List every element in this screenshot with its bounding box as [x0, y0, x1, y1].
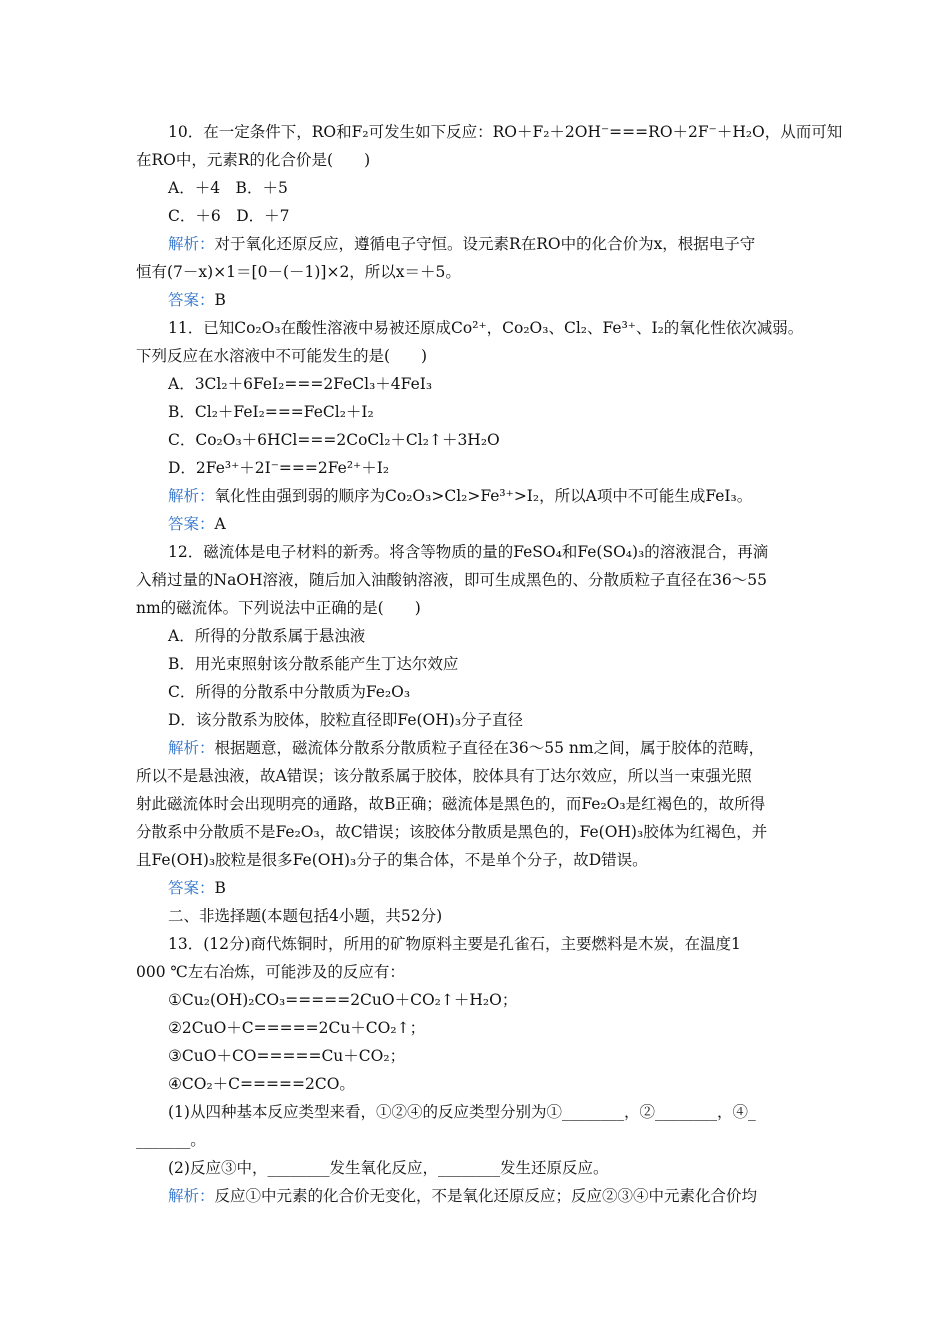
q11-analysis-text: 氧化性由强到弱的顺序为Co₂O₃>Cl₂>Fe³⁺>I₂，所以A项中不可能生成FeI₃。: [214, 487, 753, 505]
q12-analysis-text: 根据题意，磁流体分散系分散质粒子直径在36～55 nm之间，属于胶体的范畴，: [214, 739, 765, 757]
q13-reaction-4: ④CO₂＋C=====2CO。: [168, 1075, 355, 1093]
q12-stem-line3: nm的磁流体。下列说法中正确的是( ): [136, 599, 421, 617]
q11-analysis: [168, 485, 752, 507]
q13-part1-line1: (1)从四种基本反应类型来看，①②④的反应类型分别为①________，②________，④_: [168, 1103, 756, 1121]
q11-answer: [168, 513, 226, 535]
q12-analysis-line2: 所以不是悬浊液，故A错误；该分散系属于胶体，胶体具有丁达尔效应，所以当一束强光照: [136, 767, 752, 785]
q13-reaction-3: ③CuO＋CO=====Cu＋CO₂；: [168, 1047, 406, 1065]
q12-stem-line2: 入稍过量的NaOH溶液，随后加入油酸钠溶液，即可生成黑色的、分散质粒子直径在36～55: [136, 571, 767, 589]
section-heading: 二、非选择题(本题包括4小题，共52分): [168, 907, 443, 925]
q13-stem-line2: 000 ℃左右冶炼，可能涉及的反应有：: [136, 963, 405, 981]
analysis-label: 解析：: [168, 235, 215, 253]
q12-answer-value: B: [214, 879, 226, 897]
q12-stem-line1: 12．磁流体是电子材料的新秀。将含等物质的量的FeSO₄和Fe(SO₄)₃的溶液混合，再滴: [168, 543, 769, 561]
analysis-label: 解析：: [168, 487, 215, 505]
q10-answer-value: B: [214, 291, 226, 309]
answer-label: 答案：: [168, 515, 215, 533]
q13-analysis-text: 反应①中元素的化合价无变化，不是氧化还原反应；反应②③④中元素化合价均: [214, 1187, 758, 1205]
q10-stem-line1: 10．在一定条件下，RO和F₂可发生如下反应：RO＋F₂＋2OH⁻===RO＋2F⁻＋H₂O，从而可知: [168, 123, 843, 141]
q13-stem-line1: 13．(12分)商代炼铜时，所用的矿物原料主要是孔雀石，主要燃料是木炭，在温度1: [168, 935, 741, 953]
q12-option-b: B．用光束照射该分散系能产生丁达尔效应: [168, 655, 459, 673]
analysis-label: 解析：: [168, 739, 215, 757]
q13-reaction-2: ②2CuO＋C=====2Cu＋CO₂↑；: [168, 1019, 426, 1037]
q11-option-b: B．Cl₂＋FeI₂===FeCl₂＋I₂: [168, 403, 374, 421]
q10-stem-line2: 在RO中，元素R的化合价是( ): [136, 151, 371, 169]
q12-option-c: C．所得的分散系中分散质为Fe₂O₃: [168, 683, 411, 701]
q12-analysis-line1: [168, 737, 764, 759]
q11-option-c: C．Co₂O₃＋6HCl===2CoCl₂＋Cl₂↑＋3H₂O: [168, 431, 500, 449]
q13-part1-line2: _______。: [136, 1131, 206, 1149]
q11-stem-line1: 11．已知Co₂O₃在酸性溶液中易被还原成Co²⁺，Co₂O₃、Cl₂、Fe³⁺、I₂的氧化性依次减弱。: [168, 319, 804, 337]
q10-analysis-text: 对于氧化还原反应，遵循电子守恒。设元素R在RO中的化合价为x，根据电子守: [214, 235, 756, 253]
q13-reaction-1: ①Cu₂(OH)₂CO₃=====2CuO＋CO₂↑＋H₂O；: [168, 991, 518, 1009]
q12-analysis-line4: 分散系中分散质不是Fe₂O₃，故C错误；该胶体分散质是黑色的，Fe(OH)₃胶体为红褐色，并: [136, 823, 768, 841]
q10-analysis-line2: 恒有(7－x)×1＝[0－(－1)]×2，所以x＝＋5。: [136, 263, 461, 281]
q11-answer-value: A: [214, 515, 226, 533]
q13-part2: (2)反应③中，________发生氧化反应，________发生还原反应。: [168, 1159, 609, 1177]
analysis-label: 解析：: [168, 1187, 215, 1205]
q11-option-d: D．2Fe³⁺＋2I⁻===2Fe²⁺＋I₂: [168, 459, 390, 477]
q12-analysis-line3: 射此磁流体时会出现明亮的通路，故B正确；磁流体是黑色的，而Fe₂O₃是红褐色的，故所得: [136, 795, 766, 813]
q12-analysis-line5: 且Fe(OH)₃胶粒是很多Fe(OH)₃分子的集合体，不是单个分子，故D错误。: [136, 851, 648, 869]
q11-stem-line2: 下列反应在水溶液中不可能发生的是( ): [136, 347, 428, 365]
answer-label: 答案：: [168, 291, 215, 309]
q10-analysis-line1: [168, 233, 755, 255]
q11-option-a: A．3Cl₂＋6FeI₂===2FeCl₃＋4FeI₃: [168, 375, 433, 393]
q10-options-ab: A．＋4 B．＋5: [168, 179, 288, 197]
q10-answer: [168, 289, 226, 311]
q12-option-a: A．所得的分散系属于悬浊液: [168, 627, 366, 645]
q10-options-cd: C．＋6 D．＋7: [168, 207, 290, 225]
q12-answer: [168, 877, 226, 899]
answer-label: 答案：: [168, 879, 215, 897]
q12-option-d: D．该分散系为胶体，胶粒直径即Fe(OH)₃分子直径: [168, 711, 524, 729]
q13-analysis: [168, 1185, 757, 1207]
